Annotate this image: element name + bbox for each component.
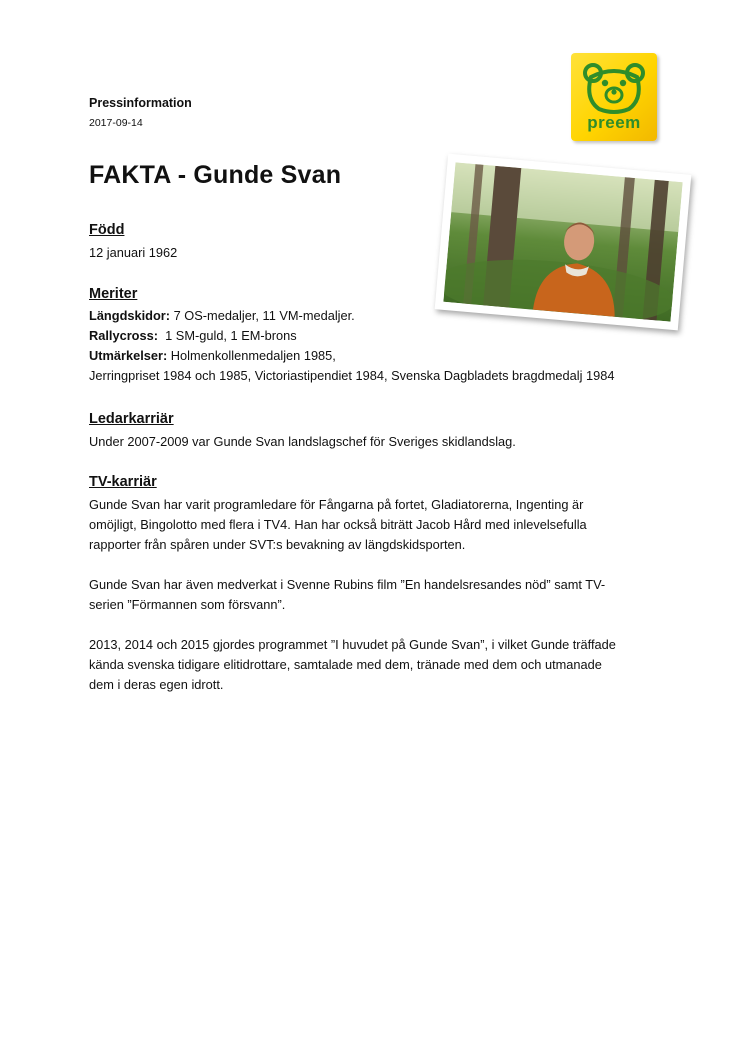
merit-label: Längdskidor:: [89, 308, 171, 323]
merit-line: [89, 306, 355, 326]
text-line: 2013, 2014 och 2015 gjordes programmet ”I huvudet på Gunde Svan”, i vilket Gunde träffade: [89, 637, 616, 652]
logo-text: preem: [587, 113, 641, 132]
text-line: kända svenska tidigare elitidrottare, samtalade med dem, tränade med dem och utmanade: [89, 657, 602, 672]
section-heading-merits: Meriter: [89, 286, 138, 302]
merit-text: 1 SM-guld, 1 EM-brons: [158, 328, 297, 343]
text-line: rapporter från spåren under SVT:s bevakning av längdskidsporten.: [89, 537, 466, 552]
merit-text: Holmenkollenmedaljen 1985,: [167, 348, 336, 363]
document-kicker: Pressinformation: [89, 96, 192, 110]
text-line: serien ”Förmannen som försvann”.: [89, 597, 286, 612]
text-line: Gunde Svan har även medverkat i Svenne Rubins film ”En handelsresandes nöd” samt TV-: [89, 577, 606, 592]
born-date: 12 januari 1962: [89, 245, 178, 260]
text-line: omöjligt, Bingolotto med flera i TV4. Han har också biträtt Jacob Hård med inlevelsefulla: [89, 517, 587, 532]
leader-text: Under 2007-2009 var Gunde Svan landslagschef för Sveriges skidlandslag.: [89, 434, 516, 449]
tv-paragraph-2: [89, 575, 664, 615]
section-heading-tv: TV-karriär: [89, 474, 157, 490]
section-heading-leader: Ledarkarriär: [89, 411, 174, 427]
tv-paragraph-3: [89, 635, 664, 695]
merit-label: Rallycross:: [89, 328, 158, 343]
page-title: FAKTA - Gunde Svan: [89, 161, 342, 189]
text-line: Gunde Svan har varit programledare för Fångarna på fortet, Gladiatorerna, Ingenting är: [89, 497, 584, 512]
merit-line: [89, 326, 297, 346]
text-line: dem i deras egen idrott.: [89, 677, 224, 692]
merit-label: Utmärkelser:: [89, 348, 168, 363]
document-date: 2017-09-14: [89, 117, 143, 129]
section-heading-born: Född: [89, 222, 125, 238]
merit-text: 7 OS-medaljer, 11 VM-medaljer.: [170, 308, 355, 323]
preem-logo: [571, 53, 657, 141]
photo-image: [443, 162, 682, 321]
portrait-photo: [435, 154, 692, 331]
merit-line: [89, 346, 336, 366]
merit-continuation: Jerringpriset 1984 och 1985, Victoriastipendiet 1984, Svenska Dagbladets bragdmedalj 1984: [89, 368, 615, 383]
tv-paragraph-1: [89, 495, 664, 555]
